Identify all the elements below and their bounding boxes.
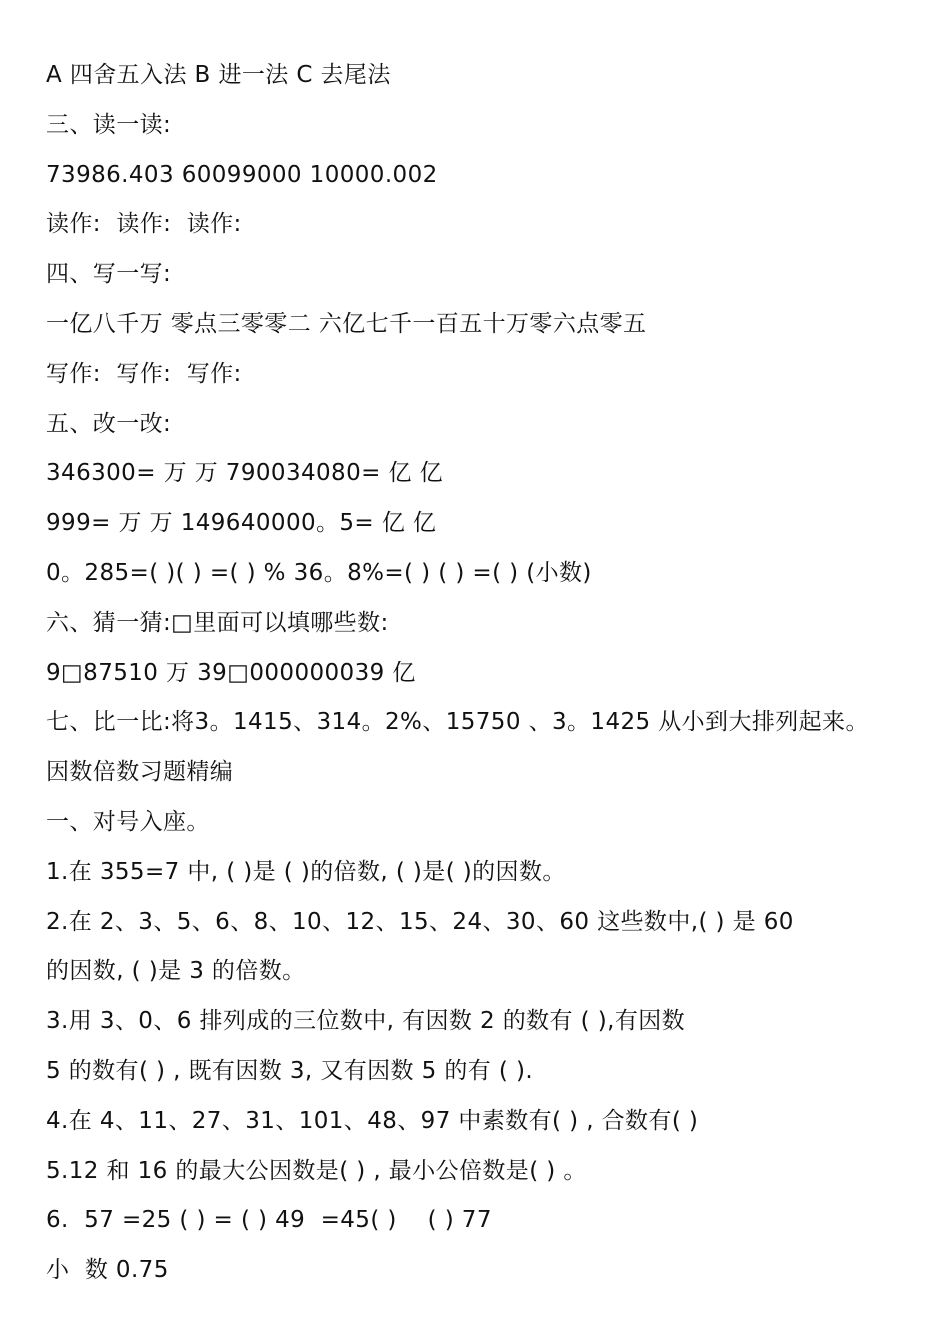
convert-exercise-1: 346300= 万 万 790034080= 亿 亿 [46, 460, 443, 487]
question-1: 1.在 355=7 中, ( )是 ( )的倍数, ( )是( )的因数。 [46, 858, 566, 885]
compare-exercise: 七、比一比:将3。1415、314。2%、15750 、3。1425 从小到大排列起来。 [46, 709, 869, 736]
write-as-blanks: 写作: 写作: 写作: [46, 360, 242, 387]
guess-exercise: 9□87510 万 39□000000039 亿 [46, 659, 416, 686]
section-heading-match: 一、对号入座。 [46, 808, 210, 835]
decimal-line: 小 数 0.75 [46, 1257, 169, 1284]
question-2-line-2: 的因数, ( )是 3 的倍数。 [46, 958, 306, 985]
read-as-blanks: 读作: 读作: 读作: [46, 211, 242, 238]
section-heading-read: 三、读一读: [46, 111, 172, 138]
convert-exercise-3: 0。285=( )( ) =( ) % 36。8%=( ) ( ) =( ) (小数) [46, 559, 592, 586]
question-5: 5.12 和 16 的最大公因数是( ) , 最小公倍数是( ) 。 [46, 1157, 587, 1184]
question-4: 4.在 4、11、27、31、101、48、97 中素数有( ) , 合数有( ) [46, 1107, 699, 1134]
document-title: 因数倍数习题精编 [46, 759, 234, 786]
section-heading-write: 四、写一写: [46, 261, 172, 288]
question-3-line-2: 5 的数有( ) , 既有因数 3, 又有因数 5 的有 ( ). [46, 1057, 534, 1084]
numbers-in-words: 一亿八千万 零点三零零二 六亿七千一百五十万零六点零五 [46, 310, 647, 337]
document-body [46, 51, 936, 1296]
question-3-line-1: 3.用 3、0、6 排列成的三位数中, 有因数 2 的数有 ( ),有因数 [46, 1008, 686, 1035]
question-6: 6. 57 =25 ( ) = ( ) 49 =45( ) ( ) 77 [46, 1207, 492, 1234]
section-heading-convert: 五、改一改: [46, 410, 172, 437]
question-2-line-1: 2.在 2、3、5、6、8、10、12、15、24、30、60 这些数中,( ) 是 60 [46, 908, 794, 935]
section-heading-guess: 六、猜一猜:□里面可以填哪些数: [46, 609, 389, 636]
numbers-to-read: 73986.403 60099000 10000.002 [46, 161, 438, 188]
convert-exercise-2: 999= 万 万 149640000。5= 亿 亿 [46, 510, 437, 537]
rounding-method-options: A 四舍五入法 B 进一法 C 去尾法 [46, 62, 391, 88]
